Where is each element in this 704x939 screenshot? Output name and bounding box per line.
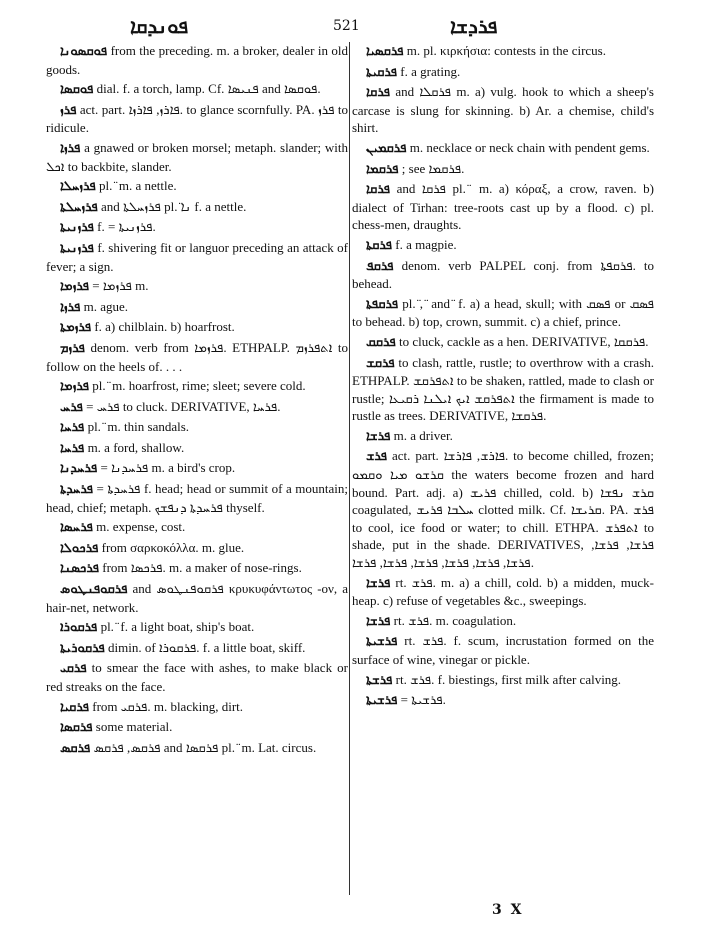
dictionary-entry — [46, 339, 348, 375]
dictionary-entry — [46, 239, 348, 275]
dictionary-entry — [46, 218, 348, 237]
entry-definition: and ܦܪܩܘܦܢܛܘܣ κρυκυφάντωτος -ον, a hair-net, network. — [46, 581, 348, 615]
column-divider — [349, 42, 350, 895]
entry-definition: rt. ܦܪܫ. f. scum, incrustation formed on the surface of wine, vinegar or pickle. — [352, 633, 655, 667]
dictionary-entry — [352, 447, 654, 571]
entry-definition: denom. verb from ܦܪܙܡܐ. ETHPALP. ܐܬܦܪܙܡ to follow on the heels of. . . . — [46, 339, 348, 374]
dictionary-entry — [352, 295, 654, 331]
entry-headword: ܦܪܩܣܐ — [60, 720, 93, 736]
entry-headword: ܦܪܩܣ — [60, 740, 91, 756]
dictionary-entry — [352, 632, 654, 668]
entry-definition: act. part. ܦܐܪܫ, ܦܐܪܫܐ. to become chilled, frozen; ܩܪܫܘ ܡܝܐ ܘܩܡܘ the waters become frozen and hard bound. Part. adj. a) ܦܪܝܫ chilled, cold. b) ܩܪܫ ܢܦܫܐ coagulated, ܚܠܒܐ ܦܪܝܫ clotted milk. Cf. ܩܪܝܫܐ. PA. ܦܪܫ to cool, ice food or water; to chill. ETHPA. ܐܬܦܪܫ to shade, put in the shade. DERIVATIVES, ܦܪܫܐ, ܦܪܫܐ, ܦܪܫܐ, ܦܪܫܐ, ܦܪܫܐ, ܦܪܫܐ, ܦܪܫܐ, ܦܪܫܐ. — [352, 448, 655, 571]
entry-definition: dial. f. a torch, lamp. Cf. ܦܢܝܣܐ and ܦܘܩܣܐ. — [96, 81, 321, 97]
entry-definition: f. shivering fit or languor preceding an attack of fever; a sign. — [46, 239, 349, 274]
entry-definition: a gnawed or broken morsel; metaph. slander; with ܐܟܠ to backbite, slander. — [46, 139, 348, 174]
dictionary-entry — [46, 480, 348, 516]
entry-headword: ܦܪܚܣܐ — [60, 520, 93, 536]
entry-headword: ܦܪܚܕܬܐ — [60, 482, 94, 498]
entry-headword: ܦܪܫܬܐ — [366, 672, 393, 688]
entry-headword: ܦܪܩܝ — [60, 661, 87, 677]
dictionary-entry — [46, 139, 348, 175]
dictionary-entry — [352, 671, 654, 690]
entry-headword: ܦܪܩܐ — [366, 85, 390, 101]
entry-definition: and ܦܪܩܠܐ m. a) vulg. hook to which a sheep's carcase is slung for skinning. b) Ar. a chemise, child's shirt. — [352, 84, 654, 136]
dictionary-entry — [352, 83, 654, 137]
dictionary-entry — [352, 42, 654, 61]
entry-headword: ܦܪܚܕܢܐ — [60, 461, 98, 477]
entry-headword: ܦܪܚ — [60, 399, 83, 415]
entry-definition: = ܦܪܚܕܢܐ m. a bird's crop. — [100, 460, 236, 476]
dictionary-entry — [46, 459, 348, 478]
dictionary-entry — [46, 739, 348, 758]
entry-definition: f. = ܦܪܙܢܝܬܐ. — [97, 219, 156, 235]
entry-headword: ܦܘܩܣܘܢܐ — [60, 44, 108, 59]
entry-headword: ܦܪܫܐ — [366, 575, 391, 591]
entry-definition: act. part. ܦܐܪܙ, ܦܐܪܙܐ. to glance scornfully. PA. ܦܪܙ to ridicule. — [46, 101, 349, 136]
right-column — [352, 42, 654, 712]
entry-headword: ܦܘܩܣܐ — [60, 82, 94, 98]
entry-definition: m. a ford, shallow. — [87, 439, 185, 455]
entry-definition: some material. — [95, 719, 173, 735]
entry-headword: ܦܪܫ — [366, 449, 388, 465]
entry-definition: to smear the face with ashes, to make black or red streaks on the face. — [46, 660, 349, 694]
entry-headword: ܦܪܙܐ — [60, 299, 81, 315]
dictionary-entry — [352, 574, 654, 610]
entry-definition: rt. ܦܪܫ. m. a) a chill, cold. b) a midden, muck-heap. c) refuse of vegetables &c., sweepings. — [352, 574, 655, 609]
entry-headword: ܦܪܙ — [60, 102, 77, 118]
entry-headword: ܦܪܟܣܢܐ — [60, 561, 100, 577]
dictionary-entry — [46, 298, 348, 317]
entry-definition: f. a magpie. — [395, 236, 457, 252]
dictionary-entry — [46, 398, 348, 417]
dictionary-entry — [352, 354, 654, 425]
dictionary-entry — [46, 277, 348, 296]
page-header — [0, 8, 704, 40]
entry-definition: m. expense, cost. — [96, 519, 186, 535]
dictionary-entry — [46, 518, 348, 537]
entry-definition: rt. ܦܪܫ. m. coagulation. — [393, 612, 517, 628]
entry-headword: ܦܪܫܐ — [366, 428, 391, 444]
entry-definition: and ܦܪܩܐ pl. ̈ m. a) κόραξ, a crow, raven. b) dialect of Tirhan: tree-roots cast up by a flood. c) pl. chess-men, draughts. — [352, 181, 654, 233]
dictionary-entry — [46, 198, 348, 217]
entry-headword: ܦܪܙܡܬܐ — [60, 320, 92, 336]
dictionary-entry — [352, 612, 654, 631]
dictionary-entry — [352, 160, 654, 179]
entry-definition: denom. verb PALPEL conj. from ܦܪܩܦܬܐ. to behead. — [352, 257, 654, 292]
entry-headword: ܦܪܙܡ — [60, 340, 85, 356]
entry-headword: ܦܪܩܦܬܐ — [366, 296, 399, 312]
dictionary-entry — [352, 180, 654, 234]
dictionary-entry — [46, 559, 348, 578]
entry-headword: ܦܪܫܝܬܐ — [366, 693, 398, 709]
dictionary-entry — [352, 427, 654, 446]
dictionary-entry — [352, 63, 654, 82]
entry-definition: = ܦܪܙܡܐ m. — [92, 278, 149, 294]
entry-headword: ܦܪܩܝܬܐ — [366, 64, 398, 80]
entry-definition: m. a driver. — [393, 427, 453, 443]
entry-definition: pl. ̈ m. hoarfrost, rime; sleet; severe cold. — [92, 378, 306, 394]
entry-headword: ܦܪܙܚܠܐ — [60, 179, 96, 195]
dictionary-entry — [352, 691, 654, 710]
entry-headword: ܦܪܚܐ — [60, 420, 85, 436]
dictionary-entry — [46, 659, 348, 695]
dictionary-entry — [352, 236, 654, 255]
dictionary-entry — [46, 101, 348, 137]
entry-definition: from ܦܪܩܝ. m. blacking, dirt. — [92, 698, 244, 714]
entry-headword: ܦܪܩܘܪܐ — [60, 620, 98, 636]
entry-headword: ܦܪܩܬܐ — [366, 237, 393, 253]
entry-definition: pl. ̈ f. a light boat, ship's boat. — [100, 619, 255, 635]
dictionary-entry — [46, 177, 348, 196]
dictionary-entry — [46, 698, 348, 717]
dictionary-entry — [46, 42, 348, 78]
entry-definition: rt. ܦܪܫ. f. biestings, first milk after calving. — [395, 671, 622, 687]
running-head-left: ܦܘܢܕܩܐ — [130, 14, 189, 38]
entry-headword: ܦܪܙܡܐ — [60, 279, 90, 295]
dictionary-entry — [352, 333, 654, 352]
entry-headword: ܦܪܩܦ — [366, 258, 394, 274]
entry-headword: ܦܪܩܘܦܢܛܘܣ — [60, 582, 128, 598]
left-column — [46, 42, 348, 759]
entry-definition: m. necklace or neck chain with pendent gems. — [409, 139, 650, 155]
entry-definition: dimin. of ܦܪܩܘܪܐ. f. a little boat, skiff. — [108, 639, 306, 655]
entry-definition: f. a) chilblain. b) hoarfrost. — [94, 319, 235, 335]
entry-headword: ܦܪܫܐ — [366, 613, 391, 629]
entry-headword: ܦܪܩܡܐ — [366, 161, 399, 177]
entry-headword: ܦܪܩܘܪܝܬܐ — [60, 640, 105, 656]
entry-definition: from the preceding. m. a broker, dealer in old goods. — [46, 43, 348, 77]
entry-headword: ܦܪܚܐ — [60, 440, 85, 456]
entry-headword: ܦܪܩܩ — [366, 334, 396, 350]
entry-definition: from ܦܪܟܣܐ. m. a maker of nose-rings. — [102, 560, 302, 576]
entry-definition: pl. ̈ m. a nettle. — [99, 178, 177, 194]
dictionary-entry — [46, 80, 348, 99]
entry-headword: ܦܪܟܘܠܐ — [60, 540, 99, 556]
dictionary-entry — [46, 580, 348, 616]
entry-definition: ܦܪܩܣ, ܦܪܩܣ and ܦܪܩܣܐ pl. ̈ m. Lat. circus. — [93, 739, 317, 755]
entry-definition: ; see ܦܪܩܡܐ. — [401, 160, 465, 176]
dictionary-entry — [46, 718, 348, 737]
dictionary-entry — [352, 139, 654, 158]
entry-definition: m. pl. κιρκήσια: contests in the circus. — [406, 43, 606, 58]
entry-headword: ܦܪܩܣܝܐ — [366, 44, 404, 59]
entry-headword: ܦܪܩܫ — [366, 355, 395, 371]
entry-headword: ܦܪܙܢܝܬܐ — [60, 220, 94, 236]
entry-definition: = ܦܪܫܝܬܐ. — [400, 692, 446, 708]
entry-headword: ܦܪܙܡܐ — [60, 379, 90, 395]
entry-definition: pl. ̈, ̈ and ̈ f. a) a head, skull; with ܦܣܩ or ܦܣܩ to behead. b) top, crown, summit. c) a chief, prince. — [352, 295, 654, 330]
entry-definition: from σαρκοκόλλα. m. glue. — [101, 539, 245, 555]
entry-definition: = ܦܪܚ to cluck. DERIVATIVE, ܦܪܚܐ. — [86, 398, 281, 414]
dictionary-entry — [46, 439, 348, 458]
entry-headword: ܦܪܫܝܬܐ — [366, 634, 398, 650]
entry-headword: ܦܪܙܢܝܬܐ — [60, 240, 94, 256]
entry-definition: f. a grating. — [400, 63, 461, 79]
dictionary-entry — [46, 639, 348, 658]
entry-definition: pl. ̈ m. thin sandals. — [87, 419, 190, 435]
entry-headword: ܦܪܙܚܠܬܐ — [60, 199, 98, 215]
dictionary-entry — [46, 418, 348, 437]
entry-definition: and ܦܪܙܚܠܬܐ pl. ̈ܢܐ f. a nettle. — [101, 198, 247, 214]
running-head-right: ܦܪܕܫܐ — [450, 14, 498, 38]
entry-headword: ܦܪܩܡܝܢ — [366, 140, 407, 156]
dictionary-entry — [46, 618, 348, 637]
entry-headword: ܦܪܙܐ — [60, 140, 81, 156]
entry-definition: to clash, rattle, rustle; to overthrow with a crash. ETHPALP. ܐܬܦܪܩܫ to be shaken, rattled, made to clash or rustle; ܐܬܦܪܩܫ ܐܝܟ ܐܝܠܢܐ ܪܩܝܥܐ the firmament is made to rustle as trees. DERIVATIVE, ܦܪܩܫܐ. — [352, 354, 654, 424]
entry-definition: to cluck, cackle as a hen. DERIVATIVE, ܦܪܩܩܐ. — [398, 333, 649, 349]
signature-mark: 3 X — [492, 902, 524, 918]
page-number: 521 — [333, 18, 360, 34]
entry-definition: m. ague. — [83, 298, 129, 314]
dictionary-entry — [46, 539, 348, 558]
dictionary-entry — [352, 257, 654, 293]
entry-headword: ܦܪܩܐ — [366, 182, 390, 198]
dictionary-entry — [46, 377, 348, 396]
dictionary-entry — [46, 318, 348, 337]
entry-definition: = ܦܪܚܕܬܐ f. head; head or summit of a mountain; head, chief; metaph. ܦܪܚܕܬܐ ܕܢܦܫܟ thyself. — [46, 481, 348, 515]
entry-headword: ܦܪܩܝܐ — [60, 699, 89, 715]
